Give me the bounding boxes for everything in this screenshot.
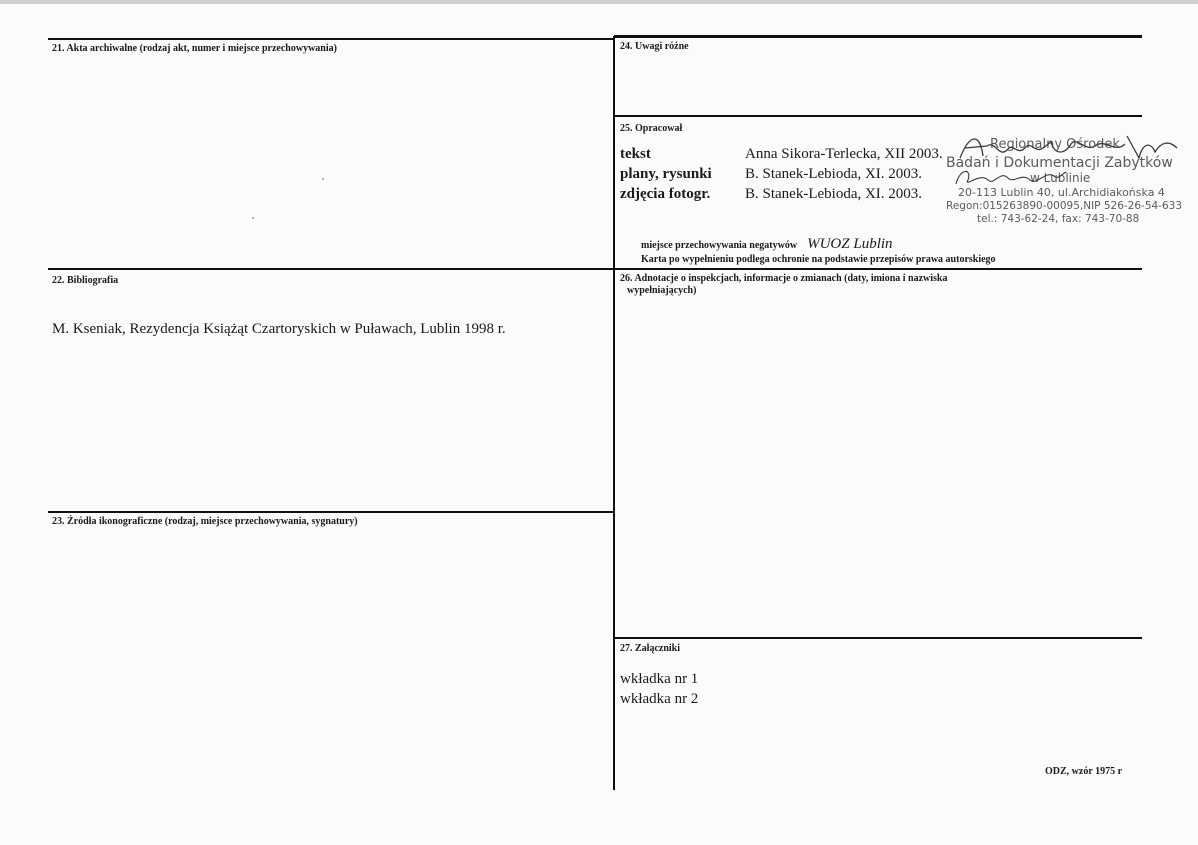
section-24-label: 24. Uwagi różne <box>620 41 689 52</box>
section-21-label: 21. Akta archiwalne (rodzaj akt, numer i miejsce przechowywania) <box>52 43 337 54</box>
signature-icon <box>950 162 1070 192</box>
section-26-label-line-2: wypełniających) <box>627 285 697 296</box>
rule-25-26 <box>614 268 1142 270</box>
stamp-line-5: Regon:015263890-00095,NIP 526-26-54-633 <box>946 200 1183 212</box>
center-divider <box>613 36 615 790</box>
form-identifier: ODZ, wzór 1975 r <box>1045 766 1123 777</box>
stamp-line-2: Badań i Dokumentacji Zabytków <box>946 155 1173 171</box>
top-rule-right <box>614 35 1142 38</box>
rule-21-22 <box>48 268 614 270</box>
stamp-line-6: tel.: 743-62-24, fax: 743-70-88 <box>977 213 1140 225</box>
section-22-label: 22. Bibliografia <box>52 275 119 286</box>
scan-speck <box>252 217 254 219</box>
top-rule-left <box>48 38 614 40</box>
stamp-line-1: Regionalny Ośrodek <box>990 137 1120 152</box>
role-text-label: tekst <box>620 146 651 162</box>
rule-22-23 <box>48 511 614 513</box>
rule-24-25 <box>614 115 1142 117</box>
attachment-item-2: wkładka nr 2 <box>620 691 699 707</box>
negatives-value: WUOZ Lublin <box>807 236 893 252</box>
stamp-line-4: 20-113 Lublin 40, ul.Archidiakońska 4 <box>958 186 1165 199</box>
role-photos-value: B. Stanek-Lebioda, XI. 2003. <box>745 186 923 202</box>
section-26-label-line-1: 26. Adnotacje o inspekcjach, informacje o zmianach (daty, imiona i nazwiska <box>620 273 948 284</box>
rule-26-27 <box>614 637 1142 639</box>
attachment-item-1: wkładka nr 1 <box>620 671 699 687</box>
role-plans-label: plany, rysunki <box>620 166 712 182</box>
copyright-note: Karta po wypełnieniu podlega ochronie na podstawie przepisów prawa autorskiego <box>641 254 996 265</box>
section-25-label: 25. Opracował <box>620 123 683 134</box>
section-23-label: 23. Źródła ikonograficzne (rodzaj, miejsce przechowywania, sygnatury) <box>52 516 358 527</box>
negatives-label: miejsce przechowywania negatywów <box>641 240 798 251</box>
stamp-line-3: w Lublinie <box>1030 171 1091 185</box>
role-photos-label: zdjęcia fotogr. <box>620 186 711 202</box>
bibliography-entry: M. Kseniak, Rezydencja Książąt Czartoryskich w Puławach, Lublin 1998 r. <box>52 321 506 337</box>
role-plans-value: B. Stanek-Lebioda, XI. 2003. <box>745 166 923 182</box>
role-text-value: Anna Sikora-Terlecka, XII 2003. <box>745 146 943 162</box>
scan-speck <box>322 178 324 180</box>
section-27-label: 27. Załączniki <box>620 643 681 654</box>
scan-top-edge <box>0 0 1198 4</box>
negatives-storage <box>641 236 893 253</box>
